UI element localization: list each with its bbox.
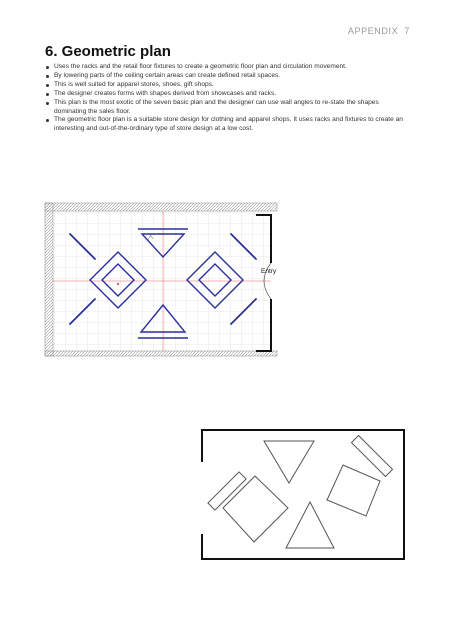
bullet-item: This plan is the most exotic of the seven basic plan and the designer can use wall angles to re-state the shapes dominating the sales floor. — [46, 99, 406, 117]
triangle-top-outline — [264, 441, 314, 483]
bullet-item: This is well suited for apparel stores, shoes, gift shops. — [46, 81, 406, 90]
geometric-floor-plan-drawing — [43, 201, 280, 358]
section-title: 6. Geometric plan — [45, 43, 171, 60]
geometric-plan-outline — [196, 426, 408, 562]
rack-right-outline — [351, 435, 392, 476]
top-wall — [45, 203, 277, 211]
bullet-list — [46, 63, 406, 134]
square-right-outline — [327, 465, 380, 516]
entry-label: Entry — [261, 268, 277, 275]
page-number: 7 — [404, 26, 410, 36]
square-left-outline — [223, 476, 288, 542]
bottom-wall — [45, 351, 277, 356]
bullet-item: By lowering parts of the ceiling certain areas can create defined retail spaces. — [46, 72, 406, 81]
triangle-bottom-outline — [286, 502, 334, 548]
bullet-item: The geometric floor plan is a suitable store design for clothing and apparel shops. It uses racks and fixtures to create an interesting and out-of-the-ordinary type of store design at a low cost. — [46, 116, 406, 134]
page-header — [348, 26, 410, 36]
appendix-label: APPENDIX — [347, 26, 399, 36]
outline-walls — [202, 430, 404, 559]
bullet-item: The designer creates forms with shapes derived from showcases and racks. — [46, 90, 406, 99]
bullet-item: Uses the racks and the retail floor fixtures to create a geometric floor plan and circulation movement. — [46, 63, 406, 72]
left-wall — [45, 203, 53, 356]
dimension-marker — [117, 283, 119, 285]
